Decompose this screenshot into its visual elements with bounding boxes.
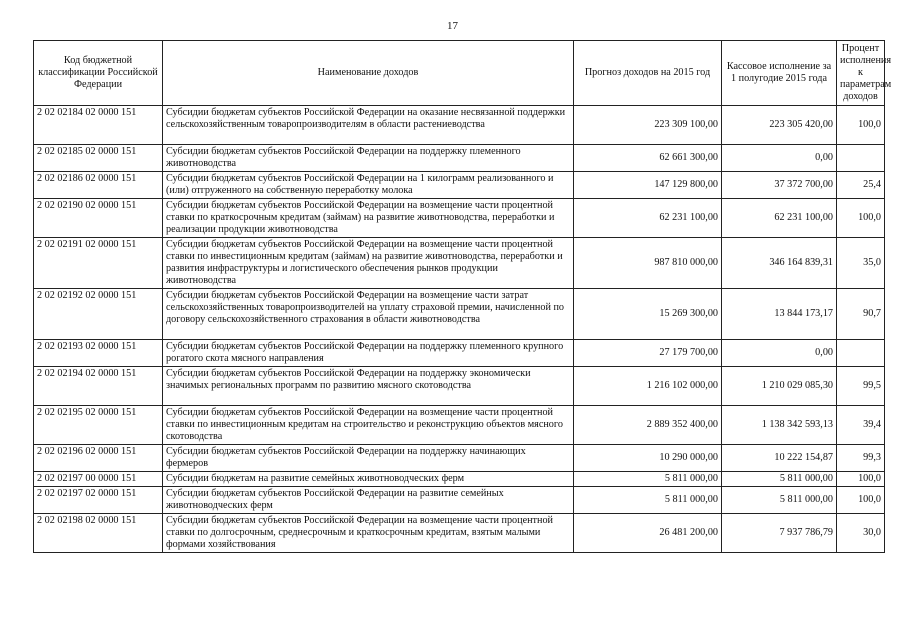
row-code: 2 02 02193 02 0000 151 <box>34 340 163 367</box>
row-code: 2 02 02194 02 0000 151 <box>34 367 163 406</box>
row-percent <box>837 145 885 172</box>
row-name: Субсидии бюджетам субъектов Российской Федерации на возмещение части процентной ставки по долгосрочным, среднесрочным и краткосрочным кредитам, взятым малыми формами хозяйствования <box>163 514 574 553</box>
row-code: 2 02 02190 02 0000 151 <box>34 199 163 238</box>
row-forecast: 5 811 000,00 <box>574 487 722 514</box>
row-actual: 5 811 000,00 <box>722 487 837 514</box>
row-actual: 7 937 786,79 <box>722 514 837 553</box>
row-actual: 223 305 420,00 <box>722 106 837 145</box>
table-row <box>34 406 885 445</box>
row-code: 2 02 02196 02 0000 151 <box>34 445 163 472</box>
row-name: Субсидии бюджетам субъектов Российской Федерации на поддержку племенного животноводства <box>163 145 574 172</box>
row-name: Субсидии бюджетам субъектов Российской Федерации на возмещение части затрат сельскохозяйственных товаропроизводителей на уплату страховой премии, начисленной по договору сельскохозяйственного страхования в области животноводства <box>163 289 574 340</box>
row-actual: 1 138 342 593,13 <box>722 406 837 445</box>
row-code: 2 02 02195 02 0000 151 <box>34 406 163 445</box>
table-row <box>34 367 885 406</box>
row-percent: 100,0 <box>837 472 885 487</box>
row-code: 2 02 02198 02 0000 151 <box>34 514 163 553</box>
row-name: Субсидии бюджетам субъектов Российской Федерации на 1 килограмм реализованного и (или) отгруженного на собственную переработку молока <box>163 172 574 199</box>
row-percent: 99,3 <box>837 445 885 472</box>
row-actual: 5 811 000,00 <box>722 472 837 487</box>
row-forecast: 223 309 100,00 <box>574 106 722 145</box>
header-actual: Кассовое исполнение за 1 полугодие 2015 года <box>722 41 837 106</box>
row-forecast: 26 481 200,00 <box>574 514 722 553</box>
row-actual: 346 164 839,31 <box>722 238 837 289</box>
row-actual: 10 222 154,87 <box>722 445 837 472</box>
row-forecast: 62 231 100,00 <box>574 199 722 238</box>
row-percent <box>837 340 885 367</box>
table-row <box>34 340 885 367</box>
row-forecast: 15 269 300,00 <box>574 289 722 340</box>
row-actual: 0,00 <box>722 340 837 367</box>
header-percent: Процент исполнения к параметрам доходов <box>837 41 885 106</box>
row-name: Субсидии бюджетам субъектов Российской Федерации на оказание несвязанной поддержки сельскохозяйственным товаропроизводителям в области растениеводства <box>163 106 574 145</box>
row-forecast: 1 216 102 000,00 <box>574 367 722 406</box>
row-code: 2 02 02184 02 0000 151 <box>34 106 163 145</box>
row-forecast: 987 810 000,00 <box>574 238 722 289</box>
header-forecast: Прогноз доходов на 2015 год <box>574 41 722 106</box>
row-actual: 0,00 <box>722 145 837 172</box>
page-number: 17 <box>447 20 458 32</box>
table-row <box>34 172 885 199</box>
table-row <box>34 487 885 514</box>
table-row <box>34 199 885 238</box>
row-code: 2 02 02186 02 0000 151 <box>34 172 163 199</box>
revenue-table <box>33 40 892 553</box>
row-percent: 39,4 <box>837 406 885 445</box>
header-name: Наименование доходов <box>163 41 574 106</box>
row-percent: 30,0 <box>837 514 885 553</box>
row-forecast: 62 661 300,00 <box>574 145 722 172</box>
row-percent: 25,4 <box>837 172 885 199</box>
row-code: 2 02 02185 02 0000 151 <box>34 145 163 172</box>
row-name: Субсидии бюджетам субъектов Российской Федерации на поддержку племенного крупного рогатого скота мясного направления <box>163 340 574 367</box>
row-forecast: 10 290 000,00 <box>574 445 722 472</box>
row-code: 2 02 02191 02 0000 151 <box>34 238 163 289</box>
row-forecast: 5 811 000,00 <box>574 472 722 487</box>
row-name: Субсидии бюджетам субъектов Российской Федерации на возмещение части процентной ставки по инвестиционным кредитам на строительство и реконструкцию объектов мясного скотоводства <box>163 406 574 445</box>
row-percent: 99,5 <box>837 367 885 406</box>
row-forecast: 147 129 800,00 <box>574 172 722 199</box>
row-name: Субсидии бюджетам субъектов Российской Федерации на развитие семейных животноводческих ферм <box>163 487 574 514</box>
table-row <box>34 472 885 487</box>
row-name: Субсидии бюджетам на развитие семейных животноводческих ферм <box>163 472 574 487</box>
row-name: Субсидии бюджетам субъектов Российской Федерации на возмещение части процентной ставки по инвестиционным кредитам (займам) на развитие животноводства, переработки и развития инфраструктуры и логистического обеспечения рынков продукции животноводства <box>163 238 574 289</box>
table-row <box>34 106 885 145</box>
table-row <box>34 289 885 340</box>
header-code: Код бюджетной классификации Российской Федерации <box>34 41 163 106</box>
row-forecast: 2 889 352 400,00 <box>574 406 722 445</box>
row-percent: 100,0 <box>837 487 885 514</box>
row-name: Субсидии бюджетам субъектов Российской Федерации на поддержку начинающих фермеров <box>163 445 574 472</box>
row-actual: 62 231 100,00 <box>722 199 837 238</box>
row-actual: 13 844 173,17 <box>722 289 837 340</box>
row-name: Субсидии бюджетам субъектов Российской Федерации на возмещение части процентной ставки по краткосрочным кредитам (займам) на развитие животноводства, переработки и реализации продукции животноводства <box>163 199 574 238</box>
row-actual: 1 210 029 085,30 <box>722 367 837 406</box>
table-header-row <box>34 41 885 106</box>
row-code: 2 02 02197 02 0000 151 <box>34 487 163 514</box>
row-percent: 100,0 <box>837 106 885 145</box>
table-row <box>34 145 885 172</box>
row-percent: 100,0 <box>837 199 885 238</box>
row-name: Субсидии бюджетам субъектов Российской Федерации на поддержку экономически значимых региональных программ по развитию мясного скотоводства <box>163 367 574 406</box>
row-code: 2 02 02197 00 0000 151 <box>34 472 163 487</box>
row-percent: 35,0 <box>837 238 885 289</box>
table-row <box>34 445 885 472</box>
row-percent: 90,7 <box>837 289 885 340</box>
table-row <box>34 238 885 289</box>
row-actual: 37 372 700,00 <box>722 172 837 199</box>
row-forecast: 27 179 700,00 <box>574 340 722 367</box>
table-row <box>34 514 885 553</box>
row-code: 2 02 02192 02 0000 151 <box>34 289 163 340</box>
